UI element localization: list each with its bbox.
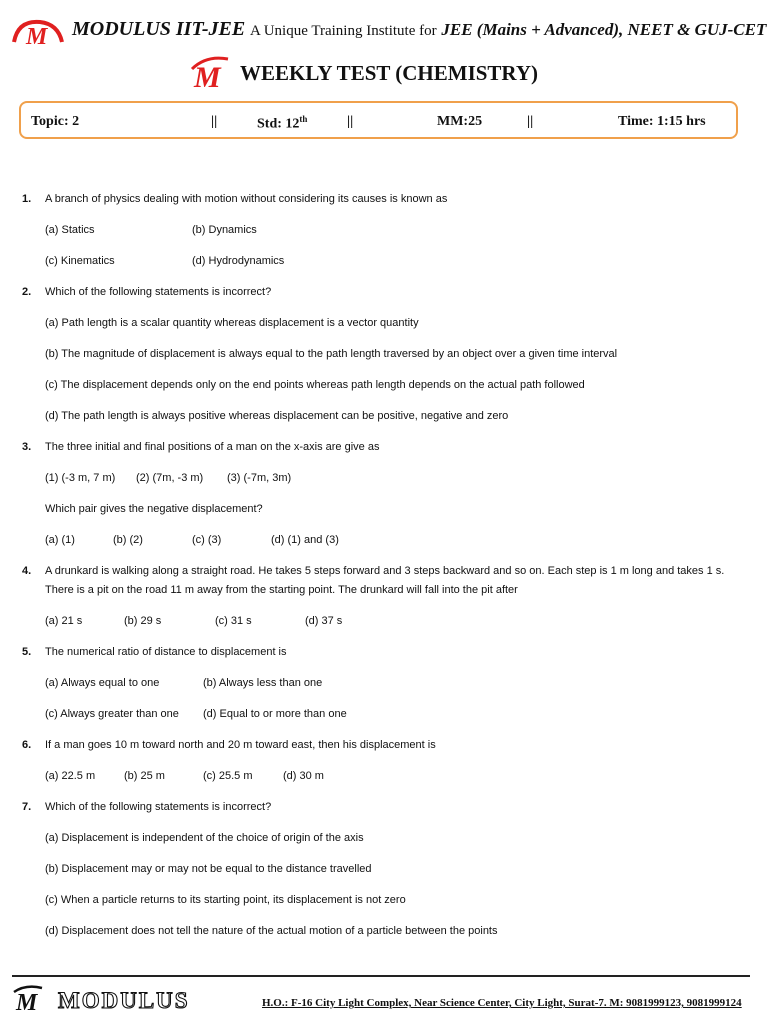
test-title: WEEKLY TEST (CHEMISTRY) [240, 61, 539, 85]
svg-text:M: M [26, 24, 48, 50]
option: (a) (1) [45, 534, 75, 546]
footer-divider [12, 975, 750, 977]
option: (b) Displacement may or may not be equal to the distance travelled [45, 863, 372, 875]
time-label: Time: 1:15 hrs [618, 114, 706, 129]
question-number: 7. [22, 801, 32, 813]
max-marks: MM:25 [437, 114, 483, 129]
question-subtext: Which pair gives the negative displacement? [45, 503, 263, 515]
test-info-box [19, 101, 738, 139]
option: (b) Dynamics [192, 224, 257, 236]
option: (d) Displacement does not tell the nature of the actual motion of a particle between the points [45, 925, 498, 937]
option: (a) 21 s [45, 615, 83, 627]
topic-label: Topic: 2 [31, 114, 80, 129]
separator: || [527, 114, 534, 129]
option: (d) Equal to or more than one [203, 708, 347, 720]
header-exams: JEE (Mains + Advanced), NEET & GUJ-CET [441, 20, 767, 39]
question-number: 4. [22, 565, 32, 577]
question-text: A drunkard is walking along a straight road. He takes 5 steps forward and 3 steps backward and so on. Each step is 1 m long and takes 1 s. [45, 565, 725, 577]
option: (c) Always greater than one [45, 708, 179, 720]
footer-address: H.O.: F-16 City Light Complex, Near Science Center, City Light, Surat-7. M: 9081999123, 9081999124 [262, 997, 742, 1009]
position-item: (1) (-3 m, 7 m) [45, 472, 116, 484]
svg-text:M: M [16, 990, 38, 1016]
option: (a) Statics [45, 224, 95, 236]
page-header [0, 6, 768, 50]
option: (d) 37 s [305, 615, 343, 627]
position-item: (2) (7m, -3 m) [136, 472, 204, 484]
question-text: If a man goes 10 m toward north and 20 m toward east, then his displacement is [45, 739, 436, 751]
option: (d) The path length is always positive whereas displacement can be positive, negative and zero [45, 410, 509, 422]
option: (c) Kinematics [45, 255, 115, 267]
brand-name: MODULUS IIT-JEE [72, 18, 246, 40]
separator: || [211, 114, 218, 129]
m-logo-icon [188, 53, 238, 93]
option: (d) 30 m [283, 770, 324, 782]
std-label: Std: 12th [257, 114, 308, 132]
option: (d) Hydrodynamics [192, 255, 285, 267]
option: (c) 25.5 m [203, 770, 253, 782]
option: (b) 29 s [124, 615, 162, 627]
option: (c) (3) [192, 534, 222, 546]
option: (c) The displacement depends only on the end points whereas path length depends on the actual path followed [45, 379, 585, 391]
header-title [72, 18, 766, 41]
question-text: A branch of physics dealing with motion without considering its causes is known as [45, 193, 448, 205]
option: (b) 25 m [124, 770, 165, 782]
question-number: 2. [22, 286, 32, 298]
option: (a) 22.5 m [45, 770, 96, 782]
question-text: The three initial and final positions of a man on the x-axis are give as [45, 441, 380, 453]
question-number: 6. [22, 739, 32, 751]
question-text: Which of the following statements is incorrect? [45, 801, 272, 813]
question-number: 1. [22, 193, 32, 205]
separator: || [347, 114, 354, 129]
question-number: 5. [22, 646, 32, 658]
modulus-logo-icon [12, 12, 66, 52]
option: (c) When a particle returns to its starting point, its displacement is not zero [45, 894, 406, 906]
header-tagline: A Unique Training Institute for [249, 23, 437, 39]
option: (b) The magnitude of displacement is always equal to the path length traversed by an object over a given time interval [45, 348, 618, 360]
option: (a) Displacement is independent of the choice of origin of the axis [45, 832, 364, 844]
question-text: The numerical ratio of distance to displacement is [45, 646, 287, 658]
position-item: (3) (-7m, 3m) [227, 472, 292, 484]
footer-brand: MODULUS [58, 988, 190, 1013]
question-text-continued: There is a pit on the road 11 m away from the starting point. The drunkard will fall into the pit after [45, 584, 518, 596]
option: (a) Path length is a scalar quantity whereas displacement is a vector quantity [45, 317, 419, 329]
option: (c) 31 s [215, 615, 252, 627]
option: (a) Always equal to one [45, 677, 160, 689]
option: (b) (2) [113, 534, 143, 546]
footer-logo-icon [12, 982, 262, 1016]
question-text: Which of the following statements is incorrect? [45, 286, 272, 298]
svg-text:M: M [194, 61, 221, 93]
option: (b) Always less than one [203, 677, 323, 689]
question-number: 3. [22, 441, 32, 453]
option: (d) (1) and (3) [271, 534, 339, 546]
